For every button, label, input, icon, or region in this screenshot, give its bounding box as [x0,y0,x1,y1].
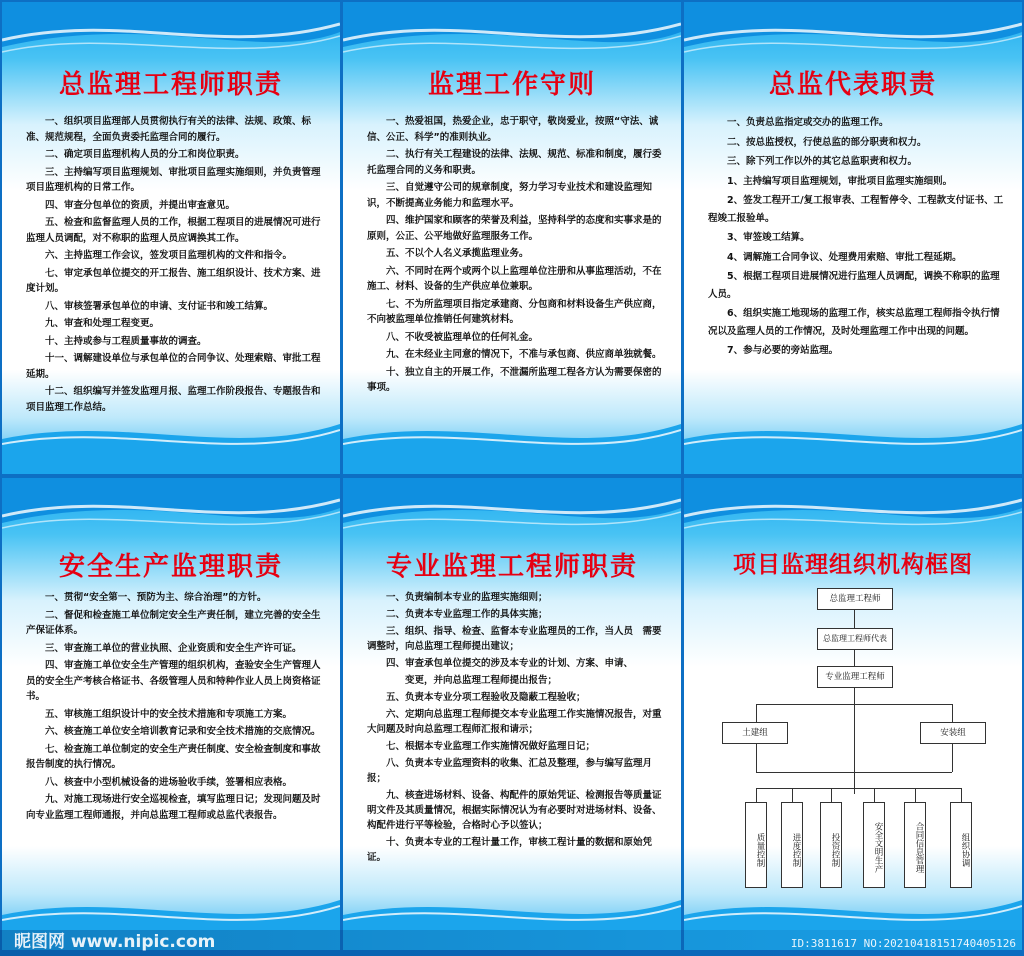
org-leaf: 质量控制 [745,802,767,888]
org-node-chief: 总监理工程师 [817,588,893,610]
duty-item: 八、负责本专业监理资料的收集、汇总及整理，参与编写监理月报； [367,758,653,784]
panel-title: 总监理工程师职责 [58,70,283,100]
panel-body [367,114,663,398]
panel-chief-engineer-duties [2,2,340,474]
wave-decoration [2,414,340,474]
wave-decoration [684,2,1022,72]
wave-decoration [343,2,681,72]
duty-item: 一、组织项目监理部人员贯彻执行有关的法律、法规、政策、标准、规范规程，全面负责委托监理合同的履行。 [26,116,312,143]
duty-item: 九、对施工现场进行安全巡视检查，填写监理日记；发现问题及时向专业监理工程师通报，并向总监理工程师或总监代表报告。 [26,794,321,821]
duty-item: 二、负责本专业监理工作的具体实施； [386,609,548,620]
duty-item: 六、不同时在两个或两个以上监理单位注册和从事监理活动，不在施工、材料、设备的生产供应单位兼职。 [367,265,662,292]
org-node-civil-group: 土建组 [722,722,788,744]
panel-specialist-duties [343,478,681,950]
duty-item: 七、根据本专业监理工作实施情况做好监理日记； [386,741,596,752]
duty-item: 五、负责本专业分项工程验收及隐蔽工程验收； [386,692,586,703]
panel-body [708,114,1004,362]
duty-item: 一、贯彻“安全第一、预防为主、综合治理”的方针。 [45,592,267,603]
duty-item: 十一、调解建设单位与承包单位的合同争议、处理索赔、审批工程延期。 [26,353,321,380]
duty-item: 六、核查施工单位安全培训教育记录和安全技术措施的交底情况。 [45,726,321,737]
duty-item: 二、督促和检查施工单位制定安全生产责任制，建立完善的安全生产保证体系。 [26,609,321,636]
wave-decoration [2,478,340,548]
org-leaf: 投资控制 [820,802,842,888]
org-node-specialist: 专业监理工程师 [817,666,893,688]
duty-item: 一、负责编制本专业的监理实施细则； [386,592,548,603]
duty-item: 3、审签竣工结算。 [727,232,810,243]
panel-deputy-duties [684,2,1022,474]
org-chart [684,478,1022,950]
duty-item: 2、签发工程开工/复工报审表、工程暂停令、工程款支付证书、工程竣工报验单。 [708,195,1004,224]
panel-title: 安全生产监理职责 [58,552,283,582]
wave-decoration [2,2,340,72]
duty-item: 十、负责本专业的工程计量工作，审核工程计量的数据和原始凭证。 [367,837,653,863]
panel-title: 专业监理工程师职责 [385,552,638,582]
duty-item: 十二、组织编写并签发监理月报、监理工作阶段报告、专题报告和项目监理工作总结。 [26,386,321,413]
duty-item: 五、检查和监督监理人员的工作，根据工程项目的进展情况可进行监理人员调配，对不称职的监理人员应调换其工作。 [26,217,321,244]
duty-item: 二、按总监授权，行使总监的部分职责和权力。 [727,136,927,148]
duty-item: 七、不为所监理项目指定承建商、分包商和材料设备生产供应商，不向被监理单位推销任何建筑材料。 [367,298,662,325]
duty-item: 三、除下列工作以外的其它总监职责和权力。 [727,156,918,167]
panel-body [26,114,322,417]
duty-item: 一、热爱祖国，热爱企业，忠于职守，敬岗爱业，按照“守法、诚信、公正、科学”的准则执业。 [367,116,659,143]
panel-body [26,590,322,825]
duty-item: 4、调解施工合同争议、处理费用索赔、审批工程延期。 [727,251,962,263]
panel-supervision-code [343,2,681,474]
duty-item: 四、维护国家和顾客的荣誉及利益，坚持科学的态度和实事求是的原则，公正、公平地做好监理服务工作。 [367,215,662,242]
duty-item: 九、核查进场材料、设备、构配件的原始凭证、检测报告等质量证明文件及其质量情况，根据实际情况认为有必要时对进场材料、设备、构配件进行平等检验，合格时心予以签认； [367,790,662,831]
panel-title: 项目监理组织机构框图 [733,552,973,578]
duty-item: 十、主持或参与工程质量事故的调查。 [45,335,207,347]
panel-body [367,590,663,867]
duty-item: 一、负责总监指定或交办的监理工作。 [727,117,889,128]
wave-decoration [684,414,1022,474]
duty-item: 五、不以个人名义承揽监理业务。 [386,248,529,259]
duty-item: 7、参与必要的旁站监理。 [727,345,839,356]
duty-item: 1、主持编写项目监理规划，审批项目监理实施细则。 [727,175,953,187]
duty-item: 5、根据工程项目进展情况进行监理人员调配，调换不称职的监理人员。 [708,271,1000,300]
org-leaf: 安全文明生产 [863,802,885,888]
duty-item: 三、审查施工单位的营业执照、企业资质和安全生产许可证。 [45,642,302,654]
panel-title: 监理工作守则 [427,70,596,100]
duty-item: 三、自觉遵守公司的规章制度，努力学习专业技术和建设监理知识，不断提高业务能力和监理水平。 [367,182,653,209]
duty-item: 三、主持编写项目监理规划、审批项目监理实施细则，并负责管理项目监理机构的日常工作。 [26,166,321,193]
watermark-id: ID:3811617 NO:20210418151740405126 [790,937,1016,950]
duty-item: 九、审查和处理工程变更。 [45,318,160,329]
org-leaf: 合同信息管理 [904,802,926,888]
duty-item: 四、审查承包单位提交的涉及本专业的计划、方案、申请、 [386,658,634,669]
duty-item: 6、组织实施工地现场的监理工作，核实总监理工程师指令执行情况以及监理人员的工作情况，及时处理监理工作中出现的问题。 [708,308,1000,337]
duty-item: 九、在未经业主同意的情况下，不准与承包商、供应商单独就餐。 [386,349,662,360]
panel-org-chart [684,478,1022,950]
duty-item: 十、独立自主的开展工作，不泄漏所监理工程各方认为需要保密的事项。 [367,366,662,393]
duty-item: 八、审核签署承包单位的申请、支付证书和竣工结算。 [45,300,274,312]
org-leaf: 进度控制 [781,802,803,888]
panel-safety-duties [2,478,340,950]
duty-item: 二、确定项目监理机构人员的分工和岗位职责。 [45,149,245,160]
org-leaf: 组织协调 [950,802,972,888]
duty-item: 四、审查分包单位的资质，并提出审查意见。 [45,199,236,211]
duty-item: 二、执行有关工程建设的法律、法规、规范、标准和制度，履行委托监理合同的义务和职责。 [367,149,662,176]
org-node-deputy: 总监理工程师代表 [817,628,893,650]
watermark-site: 昵图网 www.nipic.com [14,932,216,952]
watermark-bar [0,930,1024,956]
duty-item: 三、组织、指导、检查、监督本专业监理员的工作，当人员 需要调整时，向总监理工程师提出建议； [367,626,662,652]
duty-item: 八、核查中小型机械设备的进场验收手续，签署相应表格。 [45,776,293,788]
wave-decoration [343,414,681,474]
duty-item: 六、主持监理工作会议，签发项目监理机构的文件和指令。 [45,250,293,261]
duty-item: 变更，并向总监理工程师提出报告； [386,675,558,686]
org-node-install-group: 安装组 [920,722,986,744]
duty-item: 五、审核施工组织设计中的安全技术措施和专项施工方案。 [45,708,293,720]
panel-title: 总监代表职责 [768,70,937,100]
duty-item: 七、检查施工单位制定的安全生产责任制度、安全检查制度和事故报告制度的执行情况。 [26,743,321,770]
duty-item: 八、不收受被监理单位的任何礼金。 [386,331,539,343]
duty-item: 七、审定承包单位提交的开工报告、施工组织设计、技术方案、进度计划。 [26,267,321,294]
duty-item: 六、定期向总监理工程师提交本专业监理工作实施情况报告，对重大问题及时向总监理工程师汇报和请示； [367,709,662,735]
wave-decoration [343,478,681,548]
duty-item: 四、审查施工单位安全生产管理的组织机构，查验安全生产管理人员的安全生产考核合格证书、各级管理人员和特种作业人员上岗资格证书。 [26,660,321,702]
